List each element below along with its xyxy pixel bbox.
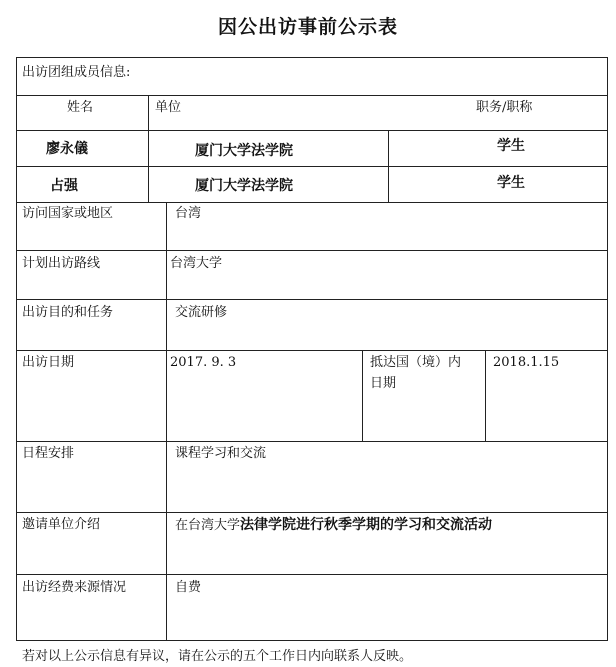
member-position: 学生 [497, 175, 525, 191]
row-divider [16, 299, 608, 300]
inviter-value [175, 516, 492, 535]
inviter-label: 邀请单位介绍 [22, 517, 101, 532]
col-divider [485, 350, 486, 441]
arrival-date-label-cont: 日期 [370, 376, 397, 391]
arrival-date-label: 抵达国（境）内 [370, 355, 462, 370]
schedule-label: 日程安排 [22, 446, 75, 461]
col-divider [166, 202, 167, 640]
row-divider [16, 130, 608, 131]
departure-date-label: 出访日期 [22, 355, 75, 370]
country-label: 访问国家或地区 [22, 206, 114, 221]
footnote: 若对以上公示信息有异议，请在公示的五个工作日内向联系人反映。 [22, 649, 413, 664]
members-label: 出访团组成员信息: [22, 65, 131, 80]
row-divider [16, 95, 608, 96]
route-label: 计划出访路线 [22, 256, 101, 271]
departure-date-value: 2017. 9. 3 [170, 355, 237, 370]
schedule-value: 课程学习和交流 [175, 446, 267, 461]
country-value: 台湾 [175, 206, 202, 221]
member-name: 占强 [50, 178, 78, 194]
row-divider [16, 350, 608, 351]
col-divider [362, 350, 363, 441]
row-divider [16, 250, 608, 251]
page-title: 因公出访事前公示表 [217, 16, 398, 38]
funding-value: 自费 [175, 580, 202, 595]
header-name: 姓名 [67, 100, 94, 115]
table-border-left [16, 57, 17, 641]
col-divider [148, 95, 149, 202]
arrival-date-value: 2018.1.15 [493, 355, 560, 370]
member-name: 廖永儀 [46, 141, 88, 157]
member-unit: 厦门大学法学院 [195, 143, 293, 159]
inviter-value-part2: 法律学院进行秋季学期的学习和交流活动 [240, 517, 493, 533]
member-unit: 厦门大学法学院 [195, 178, 293, 194]
table-border-bottom [16, 640, 608, 641]
row-divider [16, 574, 608, 575]
member-position: 学生 [497, 138, 525, 154]
funding-label: 出访经费来源情况 [22, 580, 127, 595]
purpose-label: 出访目的和任务 [22, 305, 114, 320]
header-position: 职务/职称 [476, 100, 533, 115]
inviter-value-part1: 在台湾大学 [175, 518, 241, 533]
row-divider [16, 166, 608, 167]
header-unit: 单位 [155, 100, 182, 115]
table-border-top [16, 57, 608, 58]
row-divider [16, 202, 608, 203]
col-divider [388, 130, 389, 202]
row-divider [16, 441, 608, 442]
purpose-value: 交流研修 [175, 305, 228, 320]
route-value: 台湾大学 [170, 256, 223, 271]
row-divider [16, 512, 608, 513]
table-border-right [607, 57, 608, 641]
